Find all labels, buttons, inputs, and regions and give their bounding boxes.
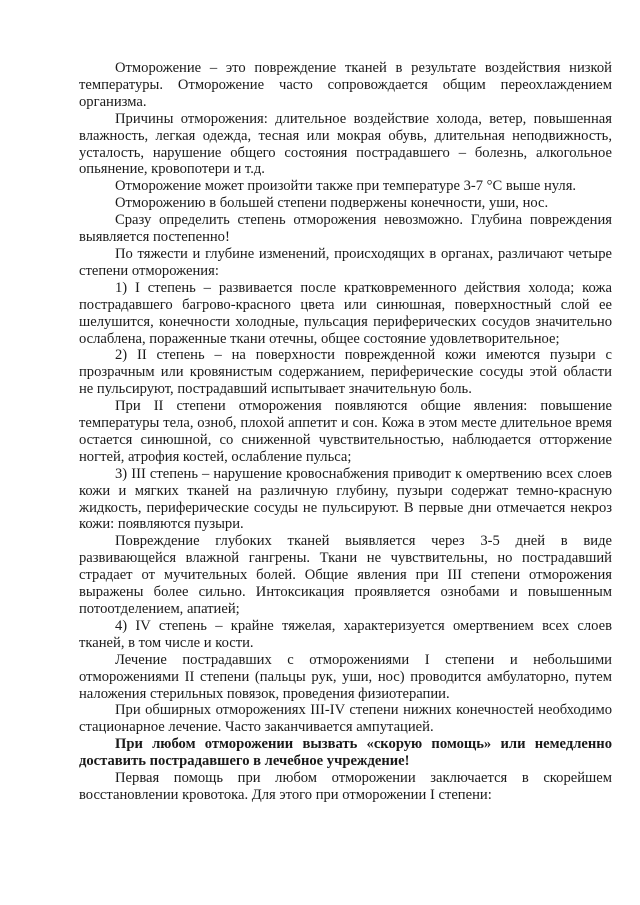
paragraph-definition: Отморожение – это повреждение тканей в результате воздействия низкой температуры. Отморожение часто сопровождается общим переохлаждением организма. <box>79 60 612 110</box>
paragraph-causes: Причины отморожения: длительное воздействие холода, ветер, повышенная влажность, легкая одежда, тесная или мокрая обувь, длительная неподвижность, усталость, нарушение общего состояния пострадавшего – болезнь, алкогольное опьянение, кровопотери и т.д. <box>79 110 612 178</box>
paragraph-treatment: Лечение пострадавших с отморожениями I степени и небольшими отморожениями II степени (пальцы рук, уши, нос) проводится амбулаторно, путем наложения стерильных повязок, проведения физиотерапии. <box>79 651 612 702</box>
paragraph-deep-tissue: Повреждение глубоких тканей выявляется через 3-5 дней в виде развивающейся влажной гангрены. Ткани не чувствительны, но пострадавший страдает от мучительных болей. Общие явления при III степени отморожения выражены более сильно. Интоксикация проявляется ознобами и повышенным потоотделением, апатией; <box>79 533 612 617</box>
paragraph-degree-1: 1) I степень – развивается после кратковременного действия холода; кожа пострадавшего багрово-красного цвета или синюшная, поверхностный слой ее шелушится, конечности холодные, пульсация периферических сосудов значительно ослаблена, пораженные ткани отечны, общее состояние удовлетворительное; <box>79 279 612 347</box>
paragraph-first-aid: Первая помощь при любом отморожении заключается в скорейшем восстановлении кровотока. Для этого при отморожении I степени: <box>79 770 612 803</box>
paragraph-susceptible: Отморожению в большей степени подвержены конечности, уши, нос. <box>115 195 549 212</box>
paragraph-temperature: Отморожение может произойти также при температуре 3-7 °С выше нуля. <box>115 178 577 195</box>
document-page <box>79 60 612 804</box>
paragraph-degree-4: 4) IV степень – крайне тяжелая, характеризуется омертвением всех слоев тканей, в том числе и кости. <box>79 617 612 651</box>
paragraph-degree-2: 2) II степень – на поверхности поврежденной кожи имеются пузыри с прозрачным или кровянистым содержанием, периферические сосуды этой области не пульсируют, пострадавший испытывает значительную боль. <box>79 347 612 398</box>
paragraph-extensive: При обширных отморожениях III-IV степени нижних конечностей необходимо стационарное лечение. Часто заканчивается ампутацией. <box>79 702 612 736</box>
paragraph-emergency-warning: При любом отморожении вызвать «скорую помощь» или немедленно доставить пострадавшего в лечебное учреждение! <box>79 736 612 770</box>
paragraph-degrees-intro: По тяжести и глубине изменений, происходящих в органах, различают четыре степени отморожения: <box>79 245 612 279</box>
paragraph-degree-3: 3) III степень – нарушение кровоснабжения приводит к омертвению всех слоев кожи и мягких тканей на различную глубину, пузыри содержат темно-красную жидкость, периферические сосуды не пульсируют. В первые дни отмечается некроз кожи: появляются пузыри. <box>79 465 612 533</box>
paragraph-degree-2-general: При II степени отморожения появляются общие явления: повышение температуры тела, озноб, плохой аппетит и сон. Кожа в этом месте длительное время остается синюшной, со сниженной чувствительностью, наблюдается отторжение ногтей, атрофия костей, ослабление пульса; <box>79 398 612 465</box>
paragraph-depth: Сразу определить степень отморожения невозможно. Глубина повреждения выявляется постепенно! <box>79 212 612 246</box>
